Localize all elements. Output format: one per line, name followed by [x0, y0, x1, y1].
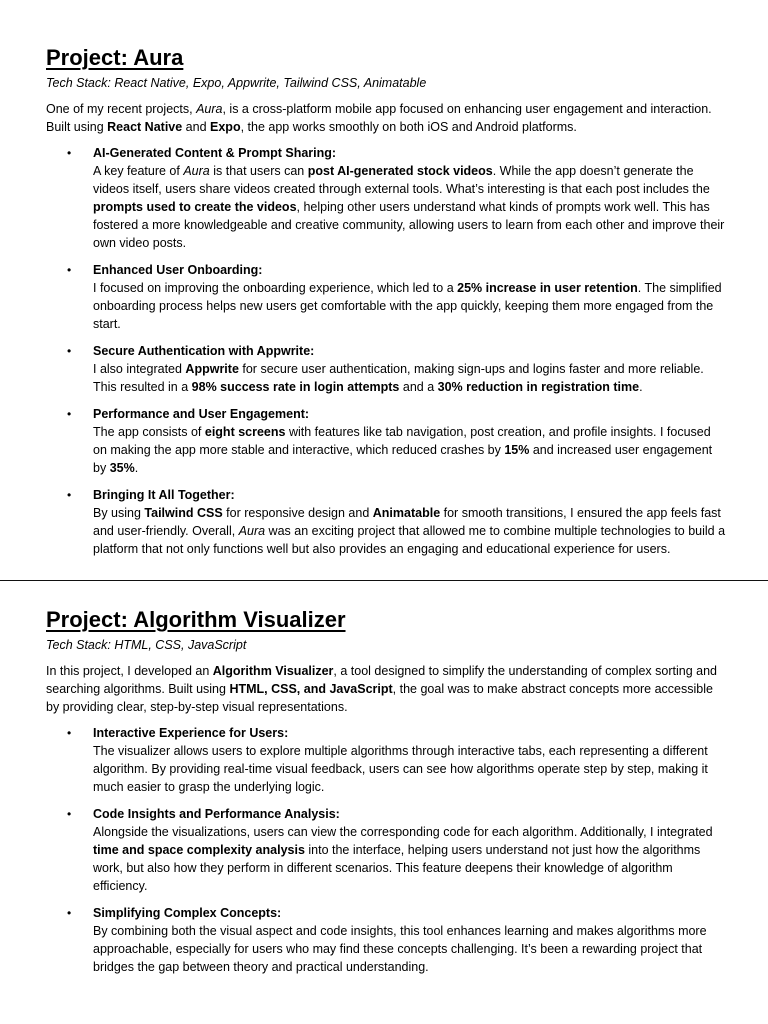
text-run: , the app works smoothly on both iOS and Android platforms.: [240, 120, 577, 134]
bold-text: post AI-generated stock videos: [307, 164, 493, 178]
feature-heading: Secure Authentication with Appwrite:: [93, 344, 315, 358]
bold-text: prompts used to create the videos: [93, 200, 297, 214]
text-run: and increased user engagement by: [93, 443, 713, 475]
italic-text: Aura: [183, 164, 210, 178]
feature-heading: Bringing It All Together:: [93, 488, 235, 502]
feature-body: [93, 360, 726, 396]
project-intro: [46, 100, 726, 136]
feature-item: [46, 724, 726, 796]
feature-body: [93, 742, 726, 796]
text-run: In this project, I developed an: [46, 664, 213, 678]
tech-stack: Tech Stack: React Native, Expo, Appwrite, Tailwind CSS, Animatable: [46, 76, 427, 90]
text-run: .: [639, 380, 643, 394]
section-divider: [0, 580, 768, 581]
feature-item: [46, 904, 726, 976]
feature-item: [46, 261, 726, 333]
bullet-icon: •: [67, 726, 72, 740]
project-aura-section: [46, 44, 726, 567]
feature-body: [93, 922, 726, 976]
feature-heading: AI-Generated Content & Prompt Sharing:: [93, 146, 337, 160]
italic-text: Aura: [196, 102, 223, 116]
text-run: One of my recent projects,: [46, 102, 197, 116]
project-intro: [46, 662, 726, 716]
feature-item: [46, 805, 726, 895]
bold-text: Animatable: [372, 506, 441, 520]
feature-heading: Code Insights and Performance Analysis:: [93, 807, 340, 821]
feature-heading: Performance and User Engagement:: [93, 407, 310, 421]
text-run: with features like tab navigation, post creation, and profile insights. I focused on making the app more stable and interactive, which reduced crashes by: [93, 425, 711, 457]
project-title: Project: Algorithm Visualizer: [46, 607, 346, 632]
text-run: By using: [93, 506, 145, 520]
text-run: The visualizer allows users to explore multiple algorithms through interactive tabs, each representing a different algorithm. By providing real-time visual feedback, users can see how algorithms operate step by step, making it much easier to grasp the underlying logic.: [93, 744, 708, 794]
text-run: The app consists of: [93, 425, 205, 439]
bold-text: HTML, CSS, and JavaScript: [229, 682, 393, 696]
text-run: and a: [399, 380, 438, 394]
text-run: into the interface, helping users understand not just how the algorithms work, but also how they perform in different scenarios. This feature deepens their knowledge of algorithm efficiency.: [93, 843, 701, 893]
bullet-icon: •: [67, 807, 72, 821]
text-run: for smooth transitions, I ensured the app feels fast and user-friendly. Overall,: [93, 506, 721, 538]
text-run: . While the app doesn’t generate the videos itself, users share videos created through external tools. What’s interesting is that each post includes the: [93, 164, 710, 196]
feature-body: [93, 823, 726, 895]
feature-item: [46, 144, 726, 252]
text-run: I also integrated: [93, 362, 186, 376]
text-run: A key feature of: [93, 164, 184, 178]
bold-text: 25% increase in user retention: [457, 281, 638, 295]
bold-text: 15%: [504, 443, 530, 457]
bullet-icon: •: [67, 146, 72, 160]
text-run: I focused on improving the onboarding experience, which led to a: [93, 281, 458, 295]
bold-text: Algorithm Visualizer: [212, 664, 334, 678]
bullet-icon: •: [67, 407, 72, 421]
bold-text: time and space complexity analysis: [93, 843, 305, 857]
text-run: for secure user authentication, making sign-ups and logins faster and more reliable. This resulted in a: [93, 362, 704, 394]
bullet-icon: •: [67, 488, 72, 502]
text-run: , is a cross-platform mobile app focused on enhancing user engagement and interaction. Built using: [46, 102, 712, 134]
bullet-icon: •: [67, 263, 72, 277]
bullet-icon: •: [67, 906, 72, 920]
bold-text: 35%: [109, 461, 135, 475]
text-run: , helping other users understand what kinds of prompts work well. This has fostered a more knowledgeable and creative community, allowing users to learn from each other and improve their own video posts.: [93, 200, 725, 250]
tech-stack: Tech Stack: HTML, CSS, JavaScript: [46, 638, 247, 652]
bold-text: React Native: [107, 120, 183, 134]
feature-item: [46, 486, 726, 558]
text-run: , the goal was to make abstract concepts more accessible by providing clear, step-by-step visual representations.: [46, 682, 713, 714]
italic-text: Aura: [238, 524, 266, 538]
feature-item: [46, 405, 726, 477]
feature-heading: Simplifying Complex Concepts:: [93, 906, 282, 920]
feature-body: [93, 279, 726, 333]
bold-text: Expo: [210, 120, 241, 134]
bold-text: 30% reduction in registration time: [437, 380, 640, 394]
feature-heading: Enhanced User Onboarding:: [93, 263, 263, 277]
text-run: and: [182, 120, 211, 134]
text-run: is that users can: [209, 164, 308, 178]
text-run: , a tool designed to simplify the understanding of complex sorting and searching algorithms. Built using: [46, 664, 717, 696]
feature-list: [46, 724, 726, 976]
feature-item: [46, 342, 726, 396]
project-title: Project: Aura: [46, 45, 184, 70]
text-run: Alongside the visualizations, users can view the corresponding code for each algorithm. Additionally, I integrated: [93, 825, 713, 839]
bold-text: eight screens: [204, 425, 286, 439]
feature-heading: Interactive Experience for Users:: [93, 726, 289, 740]
feature-body: [93, 423, 726, 477]
bullet-icon: •: [67, 344, 72, 358]
text-run: was an exciting project that allowed me to combine multiple technologies to build a platform that not only functions well but also provides an engaging and educational experience for users.: [93, 524, 726, 556]
text-run: By combining both the visual aspect and code insights, this tool enhances learning and makes algorithms more approachable, especially for users who may find these concepts challenging. It’s been a rewarding project that bridges the gap between theory and practical understanding.: [93, 924, 707, 974]
feature-body: [93, 504, 726, 558]
text-run: for responsive design and: [222, 506, 373, 520]
bold-text: Tailwind CSS: [144, 506, 223, 520]
bold-text: 98% success rate in login attempts: [191, 380, 400, 394]
project-algorithm-visualizer-section: [46, 606, 726, 985]
text-run: .: [134, 461, 139, 475]
bold-text: Appwrite: [185, 362, 239, 376]
feature-list: [46, 144, 726, 558]
feature-body: [93, 162, 726, 252]
text-run: . The simplified onboarding process helps new users get comfortable with the app quickly, keeping them more engaged from the start.: [93, 281, 722, 331]
